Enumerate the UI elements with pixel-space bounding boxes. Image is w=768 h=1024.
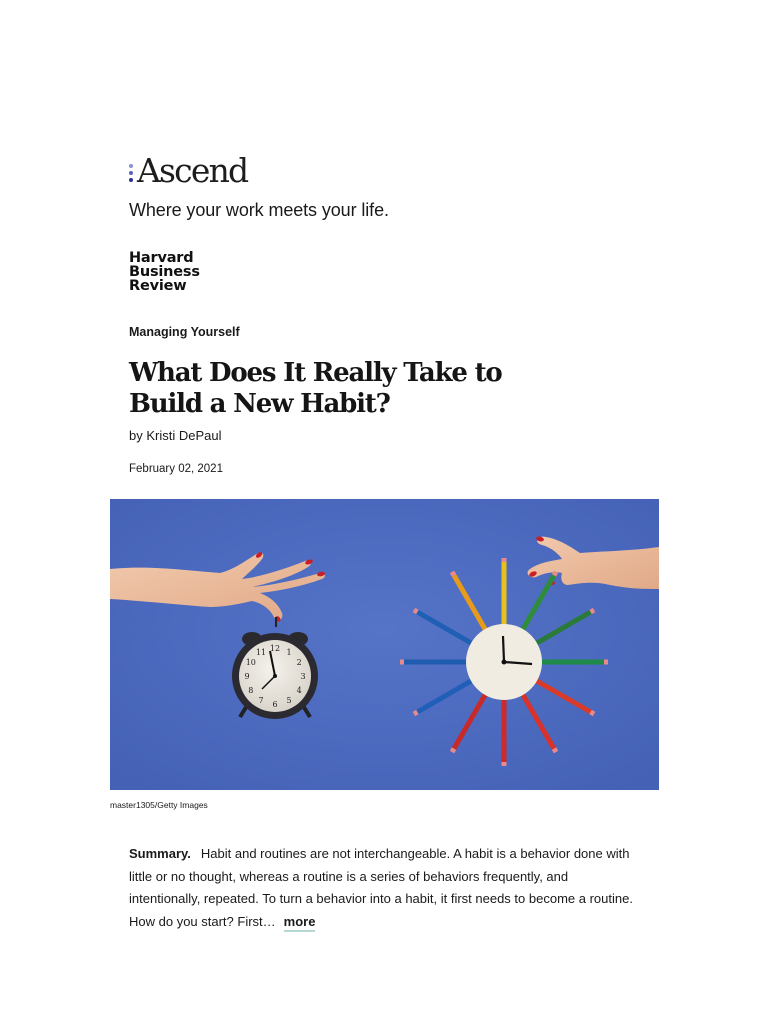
pencil-eraser-icon [591,610,595,612]
summary-text: Habit and routines are not interchangeable. A habit is a behavior done with little or no thought, whereas a routine is a series of behaviors frequently, and intentionally, repeated. To turn a behavior into a habit, it first needs to become a routine. How do you start? First… [129,846,633,929]
alarm-clock-numeral: 4 [296,686,302,695]
ascend-logo[interactable] [129,153,247,189]
pencil-eraser-icon [414,712,418,714]
alarm-clock-numeral: 9 [244,672,250,681]
hbr-logo-line: Harvard [129,250,194,266]
alarm-clock-numeral: 2 [296,658,302,667]
more-link[interactable]: more [284,914,316,932]
alarm-clock-numeral: 7 [258,696,264,706]
hbr-logo[interactable] [129,251,200,293]
summary-label: Summary. [129,846,191,861]
pencil-eraser-icon [452,749,454,753]
alarm-clock-numeral: 5 [286,696,292,706]
ascend-dots-icon [129,160,136,186]
article-summary [129,843,639,933]
brand-tagline: Where your work meets your life. [129,200,389,220]
pencil-eraser-icon [452,572,454,576]
pencil-eraser-icon [591,712,595,714]
article-date: February 02, 2021 [129,463,223,475]
alarm-clock-numeral: 11 [255,647,267,657]
image-credit: master1305/Getty Images [110,800,208,810]
ascend-wordmark: Ascend [137,151,248,190]
alarm-clock-numeral: 3 [300,672,306,681]
article-topic[interactable]: Managing Yourself [129,325,240,339]
article-title: What Does It Really Take to Build a New Habit? [129,358,502,419]
alarm-clock-numeral: 1 [286,647,292,657]
hbr-logo-line: Review [129,278,187,294]
pencil-eraser-icon [554,749,556,753]
article-byline: by Kristi DePaul [129,428,222,443]
hbr-logo-line: Business [129,264,200,280]
alarm-clock-numeral: 12 [269,644,281,653]
alarm-clock-numeral: 6 [272,700,278,709]
pencil-eraser-icon [554,572,556,576]
pencil-eraser-icon [414,610,418,612]
alarm-clock-numeral: 8 [248,686,254,695]
alarm-clock-numeral: 10 [245,658,256,667]
hero-image [110,499,659,790]
